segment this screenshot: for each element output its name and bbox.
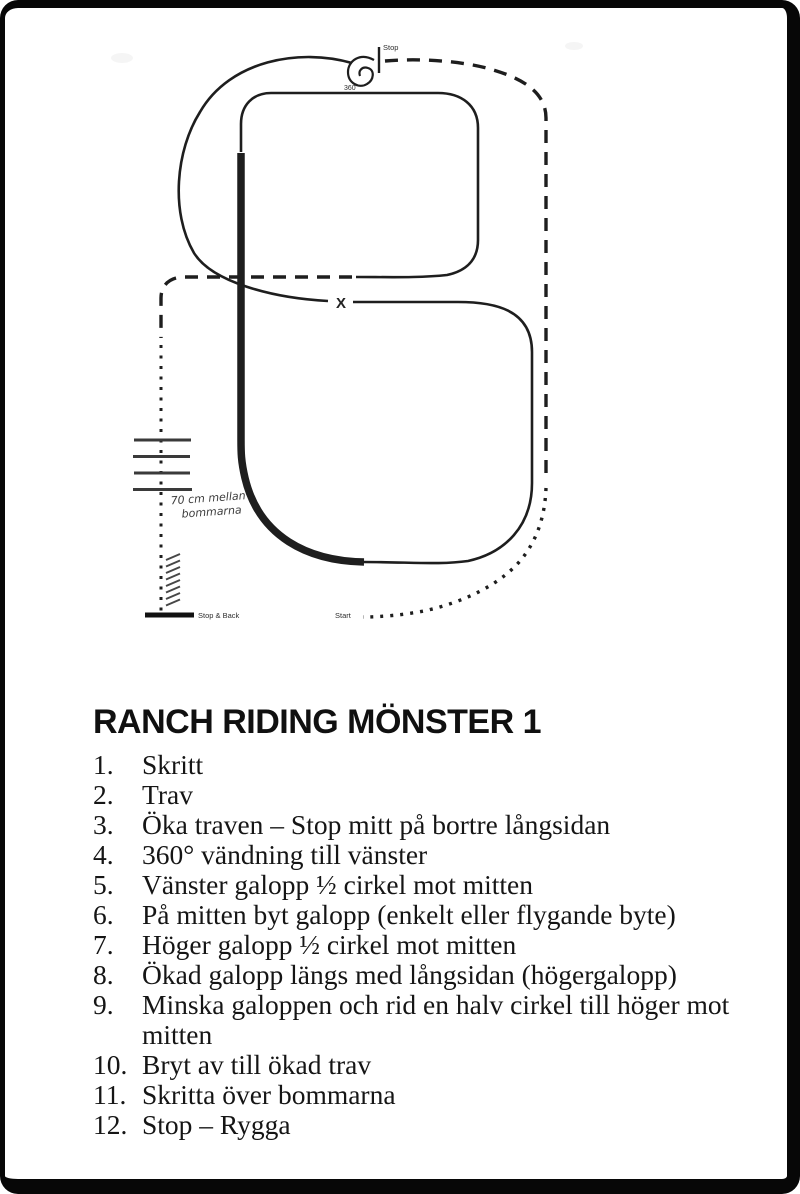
step-text: Vänster galopp ½ cirkel mot mitten [142, 868, 534, 900]
step-number: 3. [93, 808, 114, 840]
list-item [93, 870, 748, 900]
lope-upper-loop-path [241, 93, 478, 277]
extended-lope-thick-path [241, 153, 364, 562]
list-item [93, 990, 748, 1050]
walk-dotted-start-path [363, 488, 546, 617]
step-number: 7. [93, 928, 114, 960]
step-number: 2. [93, 778, 114, 810]
step-text: På mitten byt galopp (enkelt eller flygande byte) [142, 898, 676, 930]
list-item [93, 810, 748, 840]
step-number: 6. [93, 898, 114, 930]
list-item [93, 900, 748, 930]
step-number: 9. [93, 988, 114, 1020]
step-number: 12. [93, 1108, 128, 1140]
svg-text:bommarna: bommarna [181, 503, 243, 521]
stop-back-label: Stop & Back [198, 611, 240, 620]
center-x-marker: X [335, 295, 347, 312]
step-text: Ökad galopp längs med långsidan (högergalopp) [142, 958, 677, 990]
backup-hatch-icon [166, 554, 180, 606]
poles-note [170, 489, 247, 521]
step-text: Skritta över bommarna [142, 1078, 396, 1110]
step-number: 1. [93, 748, 114, 780]
stop-label: Stop [383, 43, 399, 52]
step-text: 360° vändning till vänster [142, 838, 428, 870]
list-item [93, 840, 748, 870]
step-text: Trav [142, 778, 193, 810]
scan-smudge [111, 53, 133, 63]
list-item [93, 930, 748, 960]
step-number: 4. [93, 838, 114, 870]
step-number: 8. [93, 958, 114, 990]
step-text: Öka traven – Stop mitt på bortre långsidan [142, 808, 611, 840]
step-text: Minska galoppen och rid en halv cirkel till höger mot mitten [142, 988, 730, 1050]
list-item [93, 960, 748, 990]
list-item [93, 1110, 748, 1140]
pattern-steps-list [93, 750, 748, 1140]
lope-lower-loop-path [353, 302, 532, 563]
list-item [93, 780, 748, 810]
start-label: Start [335, 611, 351, 620]
trot-dashed-middle-path [161, 277, 352, 338]
svg-text:70 cm mellan: 70 cm mellan [170, 489, 247, 508]
list-item [93, 1080, 748, 1110]
step-text: Stop – Rygga [142, 1108, 291, 1140]
turn-360-label: 360 [344, 85, 356, 92]
list-item [93, 750, 748, 780]
scan-smudge [565, 42, 583, 50]
spiral-360-icon [348, 57, 374, 86]
step-text: Skritt [142, 748, 204, 780]
step-number: 10. [93, 1048, 128, 1080]
step-text: Höger galopp ½ cirkel mot mitten [142, 928, 517, 960]
step-number: 11. [93, 1078, 127, 1110]
page-title: RANCH RIDING MÖNSTER 1 [93, 703, 542, 741]
list-item [93, 1050, 748, 1080]
step-number: 5. [93, 868, 114, 900]
step-text: Bryt av till ökad trav [142, 1048, 372, 1080]
pattern-description [93, 704, 748, 1140]
